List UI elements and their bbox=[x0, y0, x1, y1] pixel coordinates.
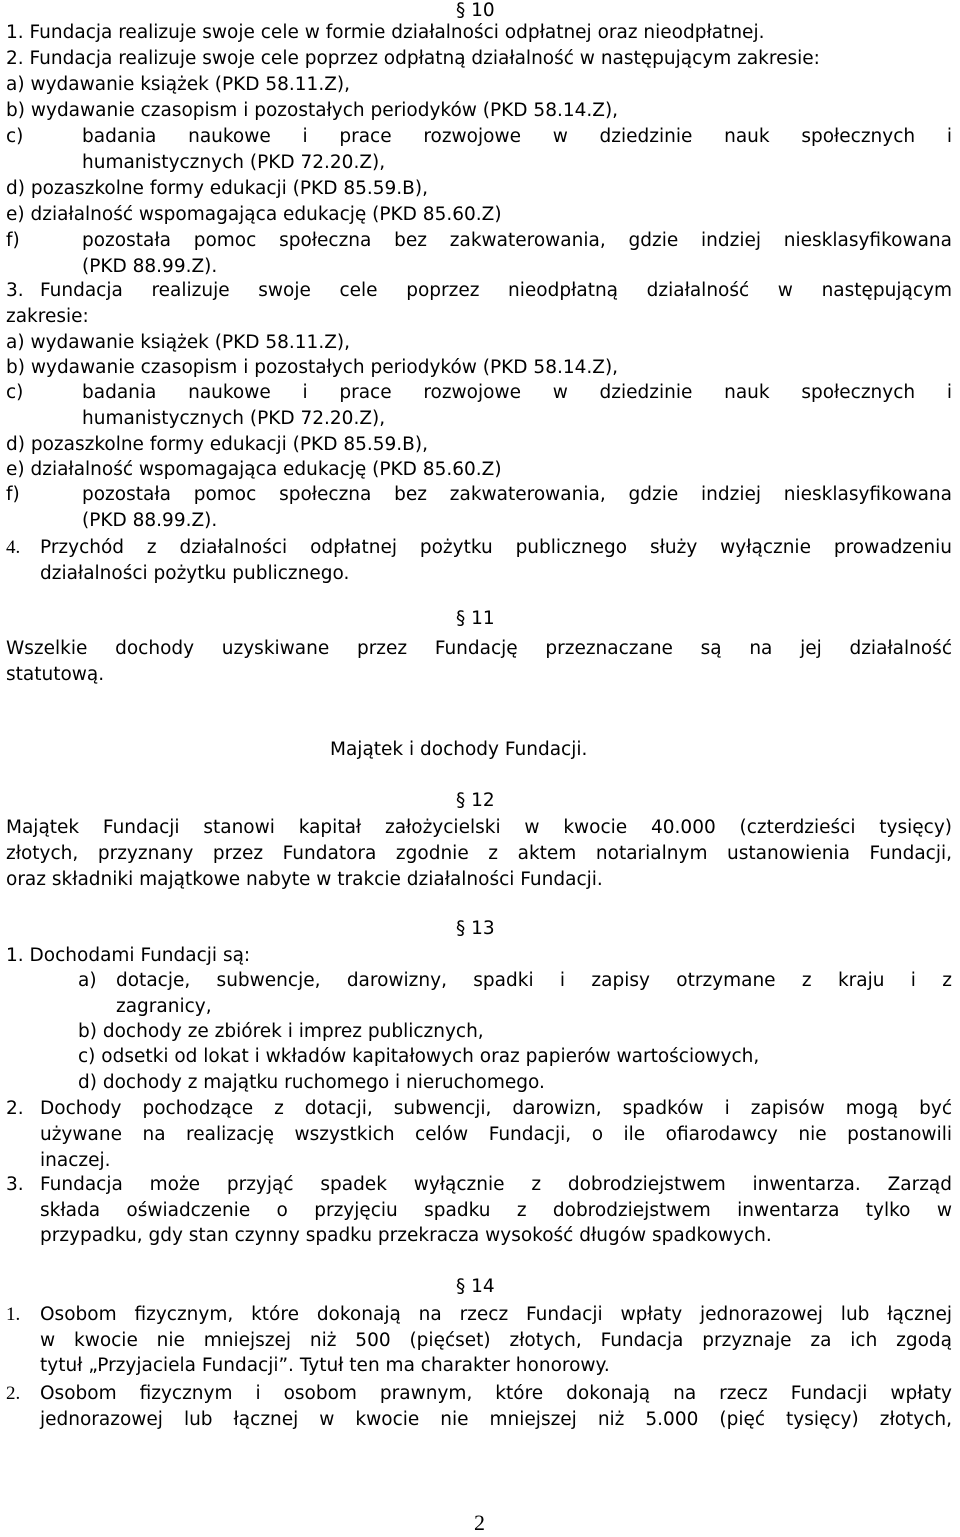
sec14-p2-num: 2. bbox=[6, 1383, 21, 1404]
sec10-p2-item-f bbox=[6, 228, 20, 254]
sec10-p3-item-e bbox=[6, 457, 502, 483]
list-marker: c) bbox=[78, 1046, 96, 1067]
sec13-p3-num: 3. bbox=[6, 1174, 24, 1195]
sec10-p1 bbox=[6, 20, 764, 46]
list-marker: c) bbox=[6, 126, 24, 147]
sec10-p2-item-a bbox=[6, 72, 350, 98]
section-heading-14: § 14 bbox=[456, 1276, 495, 1297]
sec10-p2-num: 2. bbox=[6, 48, 24, 69]
paragraph-number: 1. bbox=[6, 945, 24, 966]
sec10-p2-item-e bbox=[6, 202, 502, 228]
list-marker: b) bbox=[78, 1021, 97, 1042]
sec10-p3-item-c bbox=[6, 380, 23, 406]
list-marker: a) bbox=[6, 74, 25, 95]
sec14-p2-line1: Osobom fizycznym i osobom prawnym, które dokonają na rzecz Fundacji wpłaty bbox=[40, 1383, 952, 1404]
sec10-p3-item-d bbox=[6, 432, 428, 458]
sec10-p3-line1: Fundacja realizuje swoje cele poprzez nieodpłatną działalność w następującym bbox=[40, 280, 952, 301]
list-item-text: wydawanie książek (PKD 58.11.Z), bbox=[30, 332, 350, 353]
sec13-p3-line2: składa oświadczenie o przyjęciu spadku z dobrodziejstwem inwentarza tylko w bbox=[40, 1200, 952, 1221]
sec12-line3: oraz składniki majątkowe nabyte w trakcie działalności Fundacji. bbox=[6, 869, 603, 890]
sec11-line2: statutową. bbox=[6, 664, 105, 685]
section-heading-11: § 11 bbox=[456, 608, 495, 629]
sec14-p1-line1: Osobom fizycznym, które dokonają na rzecz Fundacji wpłaty jednorazowej lub łącznej bbox=[40, 1304, 952, 1325]
list-item-text: pozaszkolne formy edukacji (PKD 85.59.B), bbox=[30, 178, 428, 199]
list-item-text: wydawanie czasopism i pozostałych periodyków (PKD 58.14.Z), bbox=[30, 357, 619, 378]
paragraph-text: Dochodami Fundacji są: bbox=[29, 945, 251, 966]
sec13-p1-item-d bbox=[78, 1070, 545, 1096]
list-item-text: działalność wspomagająca edukację (PKD 85.60.Z) bbox=[30, 204, 502, 225]
list-marker: e) bbox=[6, 459, 25, 480]
sec10-p2-item-c bbox=[6, 124, 23, 150]
sec11-line1: Wszelkie dochody uzyskiwane przez Fundację przeznaczane są na jej działalność bbox=[6, 638, 952, 659]
sec13-p1 bbox=[6, 943, 250, 969]
list-marker: b) bbox=[6, 100, 25, 121]
sec10-p3-item-c-line2: humanistycznych (PKD 72.20.Z), bbox=[82, 408, 386, 429]
sec13-p2-line3: inaczej. bbox=[40, 1150, 111, 1171]
sec13-p1-item-a-marker: a) bbox=[78, 970, 97, 991]
sec14-p1-num: 1. bbox=[6, 1304, 21, 1325]
sec10-p1-text: Fundacja realizuje swoje cele w formie działalności odpłatnej oraz nieodpłatnej. bbox=[29, 22, 765, 43]
sec10-p3-item-a bbox=[6, 330, 350, 356]
section-heading-13: § 13 bbox=[456, 918, 495, 939]
sec10-p2 bbox=[6, 46, 820, 72]
list-marker: e) bbox=[6, 204, 25, 225]
sec13-p1-item-c bbox=[78, 1044, 759, 1070]
sec13-p2-line1: Dochody pochodzące z dotacji, subwencji, darowizn, spadków i zapisów mogą być bbox=[40, 1098, 952, 1119]
sec13-p3-line1: Fundacja może przyjąć spadek wyłącznie z dobrodziejstwem inwentarza. Zarząd bbox=[40, 1174, 952, 1195]
list-marker: f) bbox=[6, 484, 20, 505]
sec13-p1-item-a-line2: zagranicy, bbox=[116, 996, 212, 1017]
list-item-text: dochody ze zbiórek i imprez publicznych, bbox=[102, 1021, 484, 1042]
page-number: 2 bbox=[474, 1510, 485, 1535]
list-item-text: odsetki od lokat i wkładów kapitałowych oraz papierów wartościowych, bbox=[101, 1046, 760, 1067]
sec10-p3-item-c-line1: badania naukowe i prace rozwojowe w dziedzinie nauk społecznych i bbox=[82, 382, 952, 403]
sec10-p3-line2: zakresie: bbox=[6, 306, 89, 327]
sec10-p2-item-f-line2: (PKD 88.99.Z). bbox=[82, 256, 218, 277]
sec10-p3-item-f-line2: (PKD 88.99.Z). bbox=[82, 510, 218, 531]
sec10-p4-line2: działalności pożytku publicznego. bbox=[40, 563, 350, 584]
list-marker: b) bbox=[6, 357, 25, 378]
chapter-title: Majątek i dochody Fundacji. bbox=[330, 739, 588, 760]
list-item-text: działalność wspomagająca edukację (PKD 85.60.Z) bbox=[30, 459, 502, 480]
sec10-p2-item-f-line1: pozostała pomoc społeczna bez zakwaterowania, gdzie indziej niesklasyfikowana bbox=[82, 230, 952, 251]
sec14-p1-line3: tytuł „Przyjaciela Fundacji”. Tytuł ten ma charakter honorowy. bbox=[40, 1355, 610, 1376]
list-item-text: wydawanie czasopism i pozostałych periodyków (PKD 58.14.Z), bbox=[30, 100, 619, 121]
list-marker: d) bbox=[6, 178, 25, 199]
list-item-text: dochody z majątku ruchomego i nieruchomego. bbox=[102, 1072, 545, 1093]
sec10-p2-item-c-line1: badania naukowe i prace rozwojowe w dziedzinie nauk społecznych i bbox=[82, 126, 952, 147]
sec13-p1-item-a-line1: dotacje, subwencje, darowizny, spadki i zapisy otrzymane z kraju i z bbox=[116, 970, 952, 991]
sec10-p2-item-d bbox=[6, 176, 428, 202]
sec13-p2-num: 2. bbox=[6, 1098, 24, 1119]
sec10-p4-line1: Przychód z działalności odpłatnej pożytku publicznego służy wyłącznie prowadzeniu bbox=[40, 537, 952, 558]
sec13-p3-line3: przypadku, gdy stan czynny spadku przekracza wysokość długów spadkowych. bbox=[40, 1225, 772, 1246]
sec10-p1-num: 1. bbox=[6, 22, 24, 43]
sec12-line2: złotych, przyznany przez Fundatora zgodnie z aktem notarialnym ustanowienia Fundacji, bbox=[6, 843, 952, 864]
sec10-p4-num: 4. bbox=[6, 537, 21, 558]
sec10-p2-item-c-line2: humanistycznych (PKD 72.20.Z), bbox=[82, 152, 386, 173]
list-marker: a) bbox=[6, 332, 25, 353]
sec10-p3-item-f-line1: pozostała pomoc społeczna bez zakwaterowania, gdzie indziej niesklasyfikowana bbox=[82, 484, 952, 505]
list-marker: c) bbox=[6, 382, 24, 403]
sec13-p1-item-b bbox=[78, 1019, 484, 1045]
sec13-p2-line2: używane na realizację wszystkich celów Fundacji, o ile ofiarodawcy nie postanowili bbox=[40, 1124, 952, 1145]
section-heading-10-text: § 10 bbox=[456, 0, 495, 21]
section-heading-12: § 12 bbox=[456, 790, 495, 811]
sec10-p2-item-b bbox=[6, 98, 618, 124]
sec10-p3-item-f bbox=[6, 482, 20, 508]
sec14-p2-line2: jednorazowej lub łącznej w kwocie nie mniejszej niż 5.000 (pięć tysięcy) złotych, bbox=[40, 1409, 952, 1430]
sec12-line1: Majątek Fundacji stanowi kapitał założycielski w kwocie 40.000 (czterdzieści tysięcy) bbox=[6, 817, 952, 838]
sec14-p1-line2: w kwocie nie mniejszej niż 500 (pięćset) złotych, Fundacja przyznaje za ich zgodą bbox=[40, 1330, 952, 1351]
list-item-text: pozaszkolne formy edukacji (PKD 85.59.B), bbox=[30, 434, 428, 455]
list-marker: d) bbox=[6, 434, 25, 455]
sec10-p3-item-b bbox=[6, 355, 618, 381]
sec10-p2-text: Fundacja realizuje swoje cele poprzez odpłatną działalność w następującym zakresie: bbox=[29, 48, 820, 69]
list-marker: d) bbox=[78, 1072, 97, 1093]
sec10-p3-num: 3. bbox=[6, 280, 24, 301]
list-item-text: wydawanie książek (PKD 58.11.Z), bbox=[30, 74, 350, 95]
list-marker: f) bbox=[6, 230, 20, 251]
